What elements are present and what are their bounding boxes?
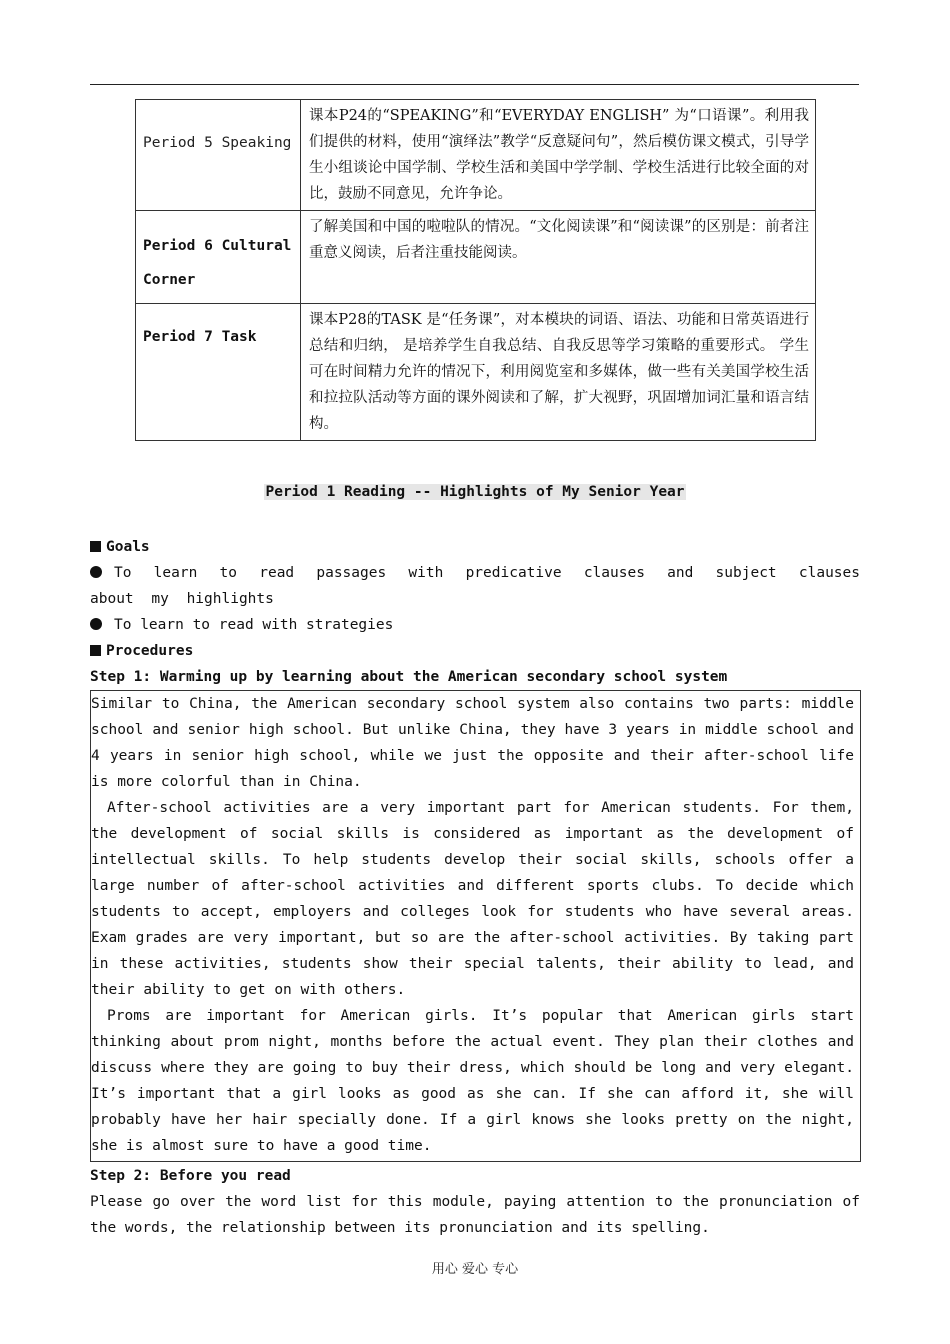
square-bullet-icon xyxy=(90,645,101,656)
lesson-plan-table xyxy=(135,99,816,441)
bullet-icon xyxy=(90,618,102,630)
period-label: Period 7 Task xyxy=(136,304,301,441)
procedures-heading xyxy=(90,638,860,664)
passage-paragraph: Similar to China, the American secondary school system also contains two parts: middle school and senior high school. But unlike China, they have 3 years in middle school and 4 years in senior high school, while we just the opposite and their after-school life is more colorful than in China. xyxy=(91,696,854,790)
step-2-text: Please go over the word list for this module, paying attention to the pronunciation of the words, the relationship between its pronunciation and its spelling. xyxy=(90,1194,860,1236)
goals-heading-text: Goals xyxy=(106,539,150,555)
goal-item-text: To learn to read passages with predicative clauses and subject clauses about my highlights xyxy=(90,565,860,607)
square-bullet-icon xyxy=(90,541,101,552)
bullet-icon xyxy=(90,566,102,578)
goal-item-text: To learn to read with strategies xyxy=(114,617,394,633)
goal-item xyxy=(90,560,860,612)
table-row xyxy=(136,100,816,211)
table-row xyxy=(136,304,816,441)
passage-paragraph: Proms are important for American girls. It’s popular that American girls start thinking about prom night, months before the actual event. They plan their clothes and discuss where they are going to buy their dress, which should be long and very elegant. It’s important that a girl looks as good as she can. If she can afford it, she will probably have her hair specially done. If a girl knows she looks pretty on the night, she is almost sure to have a good time. xyxy=(91,1008,854,1154)
section-title-text: Period 1 Reading -- Highlights of My Senior Year xyxy=(265,484,685,500)
header-rule xyxy=(90,84,859,85)
goals-heading xyxy=(90,534,860,560)
period-description: 课本P24的“SPEAKING”和“EVERYDAY ENGLISH” 为“口语课”。利用我们提供的材料，使用“演绎法”教学“反意疑问句”，然后模仿课文模式，引导学生小组谈论中国学制、学校生活和美国中学学制、学校生活进行比较全面的对比，鼓励不同意见，允许争论。 xyxy=(301,100,816,211)
step-1-heading: Step 1: Warming up by learning about the American secondary school system xyxy=(90,669,728,685)
section-title xyxy=(0,484,950,500)
period-label: Period 5 Speaking xyxy=(136,100,301,211)
reading-passage-box xyxy=(90,690,861,1162)
period-label: Period 6 Cultural Corner xyxy=(136,211,301,304)
procedures-heading-text: Procedures xyxy=(106,643,194,659)
table-row xyxy=(136,211,816,304)
step-2-heading: Step 2: Before you read xyxy=(90,1168,291,1184)
page-footer: 用心 爱心 专心 xyxy=(431,1262,519,1277)
period-description: 了解美国和中国的啦啦队的情况。“文化阅读课”和“阅读课”的区别是：前者注重意义阅读，后者注重技能阅读。 xyxy=(301,211,816,304)
passage-paragraph: After-school activities are a very important part for American students. For them, the development of social skills is considered as important as the development of intellectual skills. To help students develop their social skills, schools offer a large number of after-school activities and different sports clubs. To decide which students to accept, employers and colleges look for students who have several areas. Exam grades are very important, but so are the after-school activities. By taking part in these activities, students show their special talents, their ability to lead, and their ability to get on with others. xyxy=(91,800,854,998)
period-description: 课本P28的TASK 是“任务课”，对本模块的词语、语法、功能和日常英语进行总结和归纳， 是培养学生自我总结、自我反思等学习策略的重要形式。 学生可在时间精力允许的情况下，利用阅览室和多媒体，做一些有关美国学校生活和拉拉队活动等方面的课外阅读和了解，扩大视野，巩固增加词汇量和语言结构。 xyxy=(301,304,816,441)
goal-item xyxy=(90,612,860,638)
